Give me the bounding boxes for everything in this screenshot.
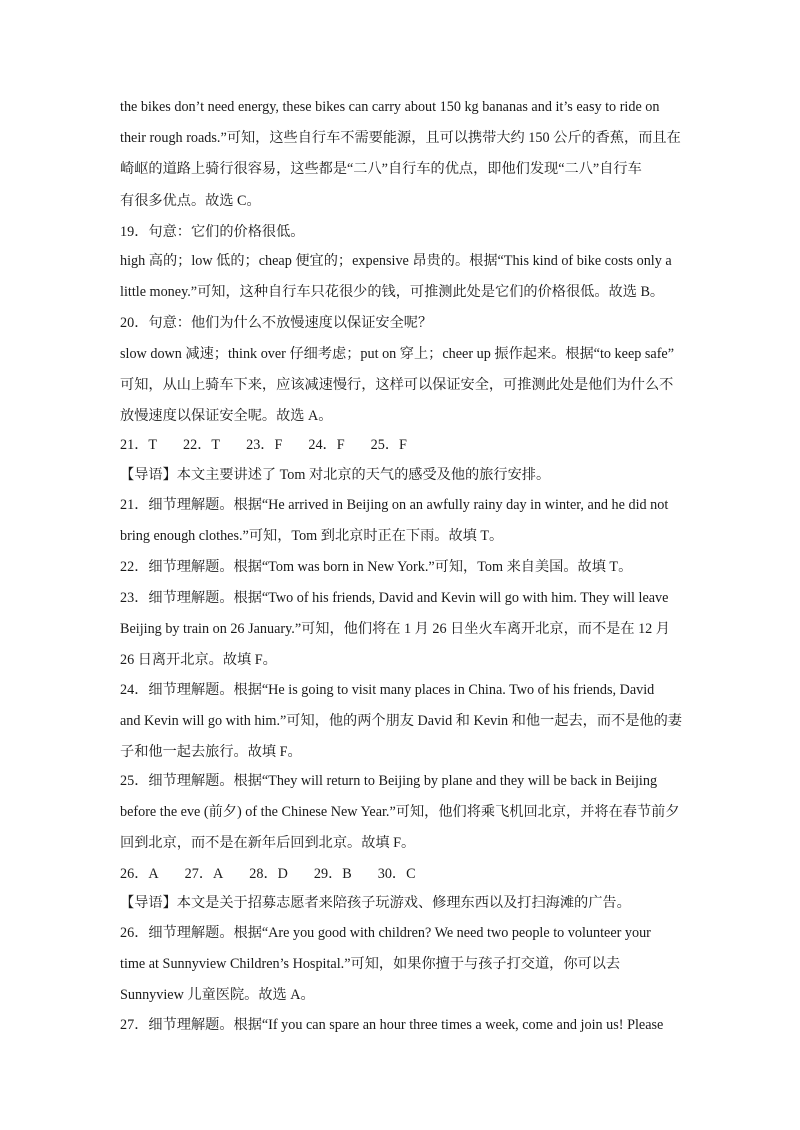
answer-27: 27．A	[184, 866, 224, 882]
text-line: bring enough clothes.”可知，Tom 到北京时正在下雨。故填 T。	[120, 528, 504, 544]
text-line: 21．细节理解题。根据“He arrived in Beijing on an awfully rainy day in winter, and he did not	[120, 497, 669, 513]
text-line: slow down 减速；think over 仔细考虑；put on 穿上；cheer up 振作起来。根据“to keep safe”	[120, 346, 675, 362]
answer-row-21-25	[120, 435, 700, 455]
text-line: and Kevin will go with him.”可知，他的两个朋友 David 和 Kevin 和他一起去，而不是他的妻	[120, 713, 682, 729]
answer-28: 28．D	[249, 866, 288, 882]
text-line: 25．细节理解题。根据“They will return to Beijing by plane and they will be back in Beijing	[120, 773, 658, 789]
answer-25: 25．F	[370, 437, 407, 453]
text-line: 19．句意：它们的价格很低。	[120, 224, 305, 240]
text-line: before the eve (前夕) of the Chinese New Year.”可知，他们将乘飞机回北京，并将在春节前夕	[120, 804, 680, 820]
text-line: 可知，从山上骑车下来，应该减速慢行，这样可以保证安全，可推测此处是他们为什么不	[120, 377, 674, 393]
text-line: 有很多优点。故选 C。	[120, 193, 261, 209]
answer-21: 21．T	[120, 437, 158, 453]
text-line: Sunnyview 儿童医院。故选 A。	[120, 987, 315, 1003]
answer-26: 26．A	[120, 866, 159, 882]
text-line: 放慢速度以保证安全呢。故选 A。	[120, 408, 333, 424]
text-line: 20．句意：他们为什么不放慢速度以保证安全呢？	[120, 315, 433, 331]
answer-24: 24．F	[308, 437, 345, 453]
text-line: 子和他一起去旅行。故填 F。	[120, 744, 302, 760]
text-line: their rough roads.”可知，这些自行车不需要能源，且可以携带大约 150 公斤的香蕉，而且在	[120, 130, 681, 146]
answer-30: 30．C	[377, 866, 416, 882]
text-line: high 高的；low 低的；cheap 便宜的；expensive 昂贵的。根据“This kind of bike costs only a	[120, 253, 672, 269]
text-line: 26．细节理解题。根据“Are you good with children? We need two people to volunteer your	[120, 925, 651, 941]
text-line: 【导语】本文是关于招募志愿者来陪孩子玩游戏、修理东西以及打扫海滩的广告。	[120, 895, 631, 911]
text-line: 26 日离开北京。故填 F。	[120, 652, 277, 668]
text-line: 24．细节理解题。根据“He is going to visit many places in China. Two of his friends, David	[120, 682, 655, 698]
text-line: Beijing by train on 26 January.”可知，他们将在 1 月 26 日坐火车离开北京，而不是在 12 月	[120, 621, 670, 637]
text-line: 23．细节理解题。根据“Two of his friends, David and Kevin will go with him. They will leave	[120, 590, 669, 606]
answer-row-26-30	[120, 864, 700, 884]
answer-22: 22．T	[183, 437, 221, 453]
text-line: time at Sunnyview Children’s Hospital.”可知，如果你擅于与孩子打交道，你可以去	[120, 956, 621, 972]
text-line: 27．细节理解题。根据“If you can spare an hour three times a week, come and join us! Please	[120, 1017, 664, 1033]
answer-29: 29．B	[313, 866, 352, 882]
text-line: 崎岖的道路上骑行很容易，这些都是“二八”自行车的优点，即他们发现“二八”自行车	[120, 161, 642, 177]
text-line: the bikes don’t need energy, these bikes can carry about 150 kg bananas and it’s easy to ride on	[120, 99, 660, 115]
text-line: little money.”可知，这种自行车只花很少的钱，可推测此处是它们的价格很低。故选 B。	[120, 284, 665, 300]
text-line: 【导语】本文主要讲述了 Tom 对北京的天气的感受及他的旅行安排。	[120, 467, 551, 483]
answer-23: 23．F	[246, 437, 283, 453]
text-line: 22．细节理解题。根据“Tom was born in New York.”可知，Tom 来自美国。故填 T。	[120, 559, 633, 575]
text-line: 回到北京，而不是在新年后回到北京。故填 F。	[120, 835, 416, 851]
